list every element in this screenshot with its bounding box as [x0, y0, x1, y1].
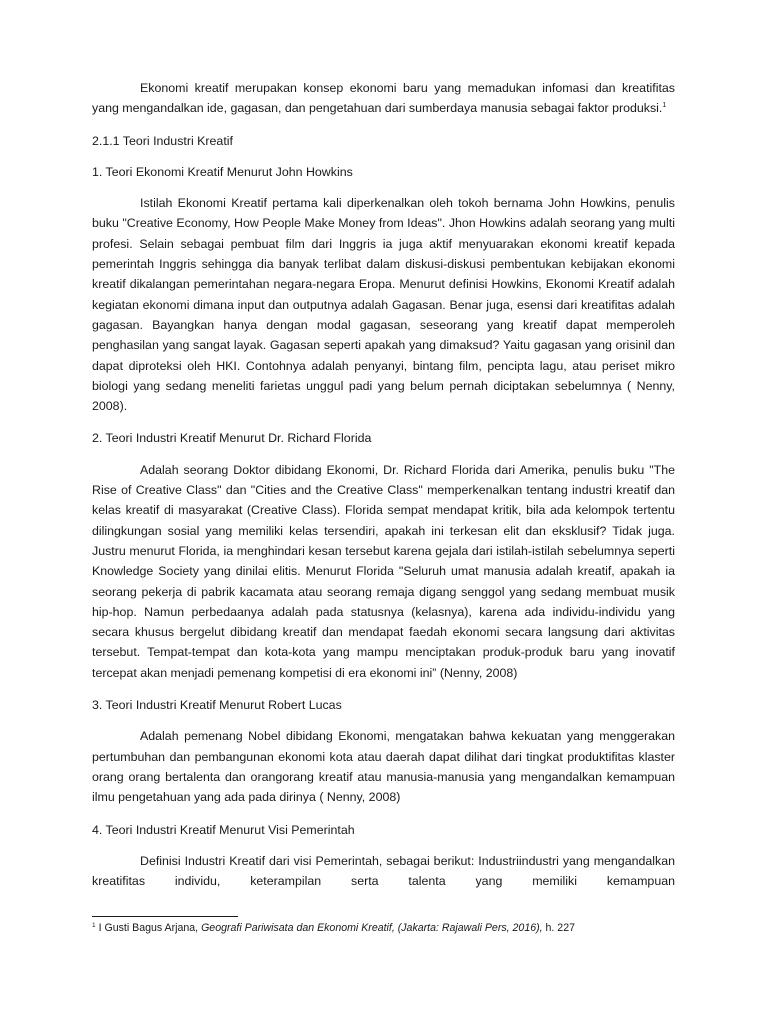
subsection-heading-pemerintah: 4. Teori Industri Kreatif Menurut Visi Pemerintah: [92, 822, 355, 837]
subsection-heading-howkins: 1. Teori Ekonomi Kreatif Menurut John Howkins: [92, 164, 353, 179]
subsection-heading-lucas: 3. Teori Industri Kreatif Menurut Robert Lucas: [92, 698, 342, 713]
paragraph-lucas: Adalah pemenang Nobel dibidang Ekonomi, mengatakan bahwa kekuatan yang menggerakan pertumbuhan dan pembangunan ekonomi kota atau daerah dapat dilihat dari tingkat produktifitas klaster orang orang bertalenta dan orangorang kreatif atau manusia-manusia yang mengandalkan kemampuan ilmu pengetahuan yang ada pada dirinya ( Nenny, 2008): [92, 729, 675, 805]
footnote-title: Geografi Pariwisata dan Ekonomi Kreatif, (Jakarta: Rajawali Pers, 2016),: [201, 922, 543, 934]
paragraph-howkins: Istilah Ekonomi Kreatif pertama kali diperkenalkan oleh tokoh bernama John Howkins, penulis buku "Creative Economy, How People Make Money from Ideas". Jhon Howkins adalah seorang yang multi profesi. Selain sebagai pembuat film dari Inggris ia juga aktif menyuarakan ekonomi kreatif kepada pemerintah Inggris sehingga dia banyak terlibat dalam diskusi-diskusi pembentukan kebijakan ekonomi kreatif dikalangan pemerintahan negara-negara Eropa. Menurut definisi Howkins, Ekonomi Kreatif adalah kegiatan ekonomi dimana input dan outputnya adalah Gagasan. Benar juga, esensi dari kreatifitas adalah gagasan. Bayangkan hanya dengan modal gagasan, seseorang yang kreatif dapat memperoleh penghasilan yang sangat layak. Gagasan seperti apakah yang dimaksud? Yaitu gagasan yang orisinil dan dapat diproteksi oleh HKI. Contohnya adalah penyanyi, bintang film, pencipta lagu, atau periset mikro biologi yang sedang meneliti farietas unggul padi yang belum pernah diciptakan sebelumnya ( Nenny, 2008).: [92, 196, 675, 414]
footnote-separator: [92, 916, 238, 917]
footnote-page: h. 227: [545, 922, 575, 934]
intro-text: Ekonomi kreatif merupakan konsep ekonomi baru yang memadukan infomasi dan kreatifitas yang mengandalkan ide, gagasan, dan pengetahuan dari sumberdaya manusia sebagai faktor produksi.: [92, 81, 675, 116]
intro-paragraph: [92, 78, 675, 119]
paragraph-florida: Adalah seorang Doktor dibidang Ekonomi, Dr. Richard Florida dari Amerika, penulis buku "The Rise of Creative Class" dan "Cities and the Creative Class" memperkenalkan tentang industri kreatif dan kelas kreatif di masyarakat (Creative Class). Florida sempat mendapat kritik, bila ada kelompok tertentu dilingkungan sosial yang memiliki kelas tersendiri, apakah ini terkesan elit dan eksklusif? Tidak juga. Justru menurut Florida, ia menghindari kesan tersebut karena gejala dari istilah-istilah sebelumnya seperti Knowledge Society yang dinilai elitis. Menurut Florida "Seluruh umat manusia adalah kreatif, apakah ia seorang pekerja di pabrik kacamata atau seorang remaja digang senggol yang sedang membuat musik hip-hop. Namun perbedaanya adalah pada statusnya (kelasnya), karena ada individu-individu yang secara khusus bergelut dibidang kreatif dan mendapat faedah ekonomi secara langsung dari aktivitas tersebut. Tempat-tempat dan kota-kota yang mampu menciptakan produk-produk baru yang inovatif tercepat akan menjadi pemenang kompetisi di era ekonomi ini” (Nenny, 2008): [92, 462, 675, 680]
paragraph-pemerintah: Definisi Industri Kreatif dari visi Pemerintah, sebagai berikut: Industriindustri yang mengandalkan kreatifitas individu, keterampilan serta talenta yang memiliki kemampuan: [92, 853, 675, 889]
subsection-heading-florida: 2. Teori Industri Kreatif Menurut Dr. Richard Florida: [92, 431, 372, 446]
document-page: [92, 78, 675, 891]
footnote-author: I Gusti Bagus Arjana,: [98, 922, 199, 934]
section-heading: 2.1.1 Teori Industri Kreatif: [92, 133, 233, 148]
footnote-reference[interactable]: 1: [662, 102, 667, 110]
footnote: [92, 921, 692, 935]
footnote-number: 1: [92, 922, 96, 929]
